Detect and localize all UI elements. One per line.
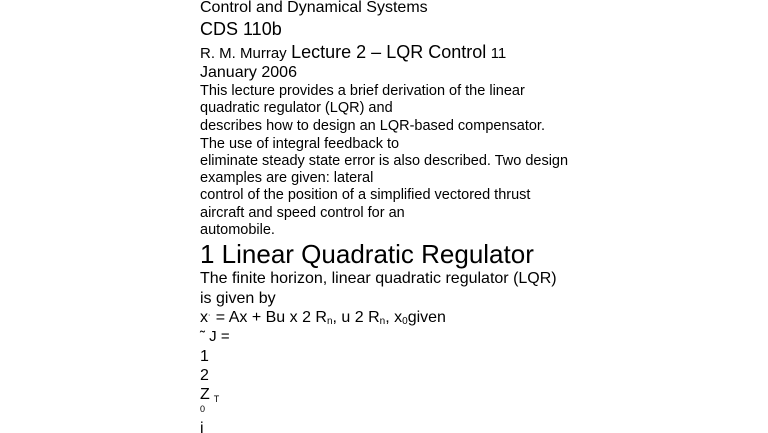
state-equation — [200, 310, 446, 327]
abstract-line-3: describes how to design an LQR-based compensator. — [200, 118, 545, 134]
cost-two: 2 — [200, 367, 209, 384]
abstract-line-1: This lecture provides a brief derivation of the linear — [200, 83, 525, 99]
integral-upper-t: T — [213, 394, 220, 404]
eq-part-1: = Ax + Bu x 2 R — [215, 309, 327, 326]
integral-z: Z — [200, 386, 210, 403]
eq-sub-n2: n — [379, 316, 386, 327]
author-name: R. M. Murray — [200, 45, 287, 62]
body-line-2: is given by — [200, 290, 276, 307]
eq-dot-mark: ˙ — [208, 314, 212, 325]
eq-sub-0: 0 — [402, 316, 408, 327]
section-heading: 1 Linear Quadratic Regulator — [200, 239, 534, 269]
date-day: 11 — [490, 45, 507, 62]
body-line-1: The finite horizon, linear quadratic regulator (LQR) — [200, 270, 557, 287]
abstract-line-2: quadratic regulator (LQR) and — [200, 100, 393, 116]
cost-integral — [200, 387, 219, 404]
eq-x: x — [200, 309, 208, 326]
abstract-line-4: The use of integral feedback to — [200, 136, 400, 152]
abstract-line-5: eliminate steady state error is also described. Two design — [200, 153, 569, 169]
cost-one: 1 — [200, 348, 209, 365]
abstract-line-7: control of the position of a simplified vectored thrust — [200, 187, 531, 203]
eq-part-2: , u 2 R — [332, 309, 380, 326]
eq-part-4: given — [407, 309, 446, 326]
abstract-line-8: aircraft and speed control for an — [200, 205, 405, 221]
eq-sub-n1: n — [326, 316, 333, 327]
lecture-title: Lecture 2 – LQR Control — [291, 42, 487, 62]
abstract-line-6: examples are given: lateral — [200, 170, 374, 186]
integral-lower-zero: 0 — [200, 404, 206, 414]
author-title-line — [200, 43, 506, 62]
course-code: CDS 110b — [200, 19, 282, 39]
cost-i: i — [200, 420, 204, 433]
date-line: January 2006 — [200, 64, 297, 81]
eq-part-3: , x — [385, 309, 403, 326]
cost-j-line: ˜ J = — [200, 328, 230, 345]
organization-heading: Control and Dynamical Systems — [200, 0, 428, 16]
abstract-line-9: automobile. — [200, 222, 275, 238]
